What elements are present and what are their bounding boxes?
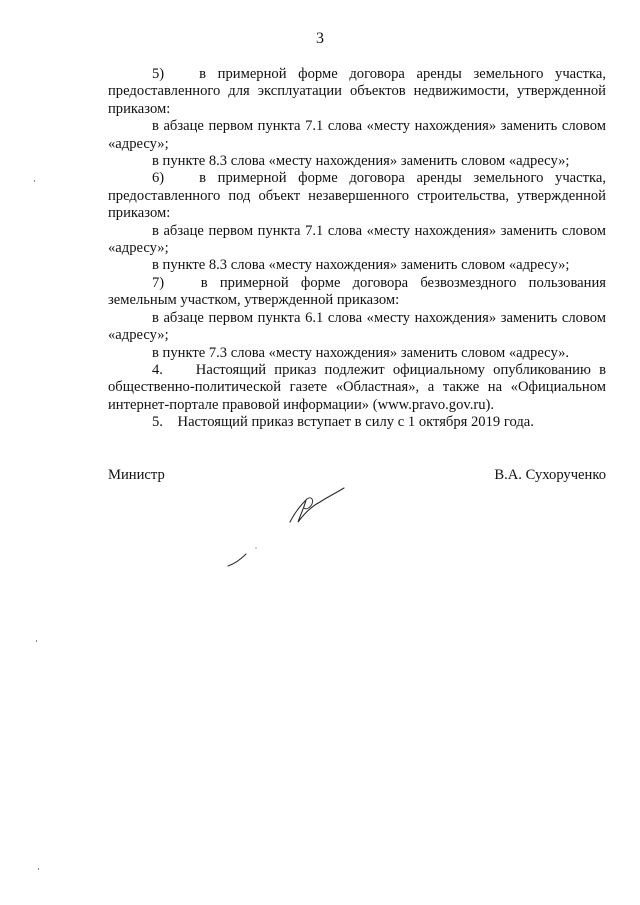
paragraph-item-6-clause-7-1: в абзаце первом пункта 7.1 слова «месту нахождения» заменить словом «адресу»; — [108, 222, 606, 257]
scan-speck — [38, 868, 39, 870]
signature-stroke-tail — [228, 554, 246, 566]
scan-speck — [34, 180, 35, 182]
paragraph-item-7-clause-7-3: в пункте 7.3 слова «месту нахождения» заменить словом «адресу». — [152, 344, 570, 361]
signature-dot — [255, 547, 256, 548]
signer-role: Министр — [108, 467, 165, 483]
paragraph-item-5-clause-8-3: в пункте 8.3 слова «месту нахождения» заменить словом «адресу»; — [152, 153, 570, 170]
paragraph-section-5: 5. Настоящий приказ вступает в силу с 1 октября 2019 года. — [152, 414, 534, 431]
paragraph-item-7-clause-6-1: в абзаце первом пункта 6.1 слова «месту нахождения» заменить словом «адресу»; — [108, 309, 606, 344]
paragraph-item-6-clause-8-3: в пункте 8.3 слова «месту нахождения» заменить словом «адресу»; — [152, 257, 570, 274]
page-number: 3 — [316, 30, 324, 47]
paragraph-item-6: 6) в примерной форме договора аренды земельного участка, предоставленного под объект незавершенного строительства, утвержденной приказом: — [108, 170, 606, 222]
paragraph-item-5: 5) в примерной форме договора аренды земельного участка, предоставленного для эксплуатации объектов недвижимости, утвержденной приказом: — [108, 66, 606, 117]
paragraph-item-7: 7) в примерной форме договора безвозмездного пользования земельным участком, утвержденной приказом: — [108, 274, 606, 309]
paragraph-item-5-clause-7-1: в абзаце первом пункта 7.1 слова «месту нахождения» заменить словом «адресу»; — [108, 118, 606, 152]
scan-speck — [36, 640, 37, 642]
document-body — [108, 66, 606, 432]
signature-stroke-main — [290, 488, 344, 522]
signer-name: В.А. Сухорученко — [494, 467, 606, 483]
paragraph-section-4: 4. Настоящий приказ подлежит официальному опубликованию в общественно-политической газете «Областная», а также на «Официальном интернет-портале правовой информации» (www.pravo.gov.ru). — [108, 361, 606, 413]
handwritten-signature — [220, 478, 370, 578]
